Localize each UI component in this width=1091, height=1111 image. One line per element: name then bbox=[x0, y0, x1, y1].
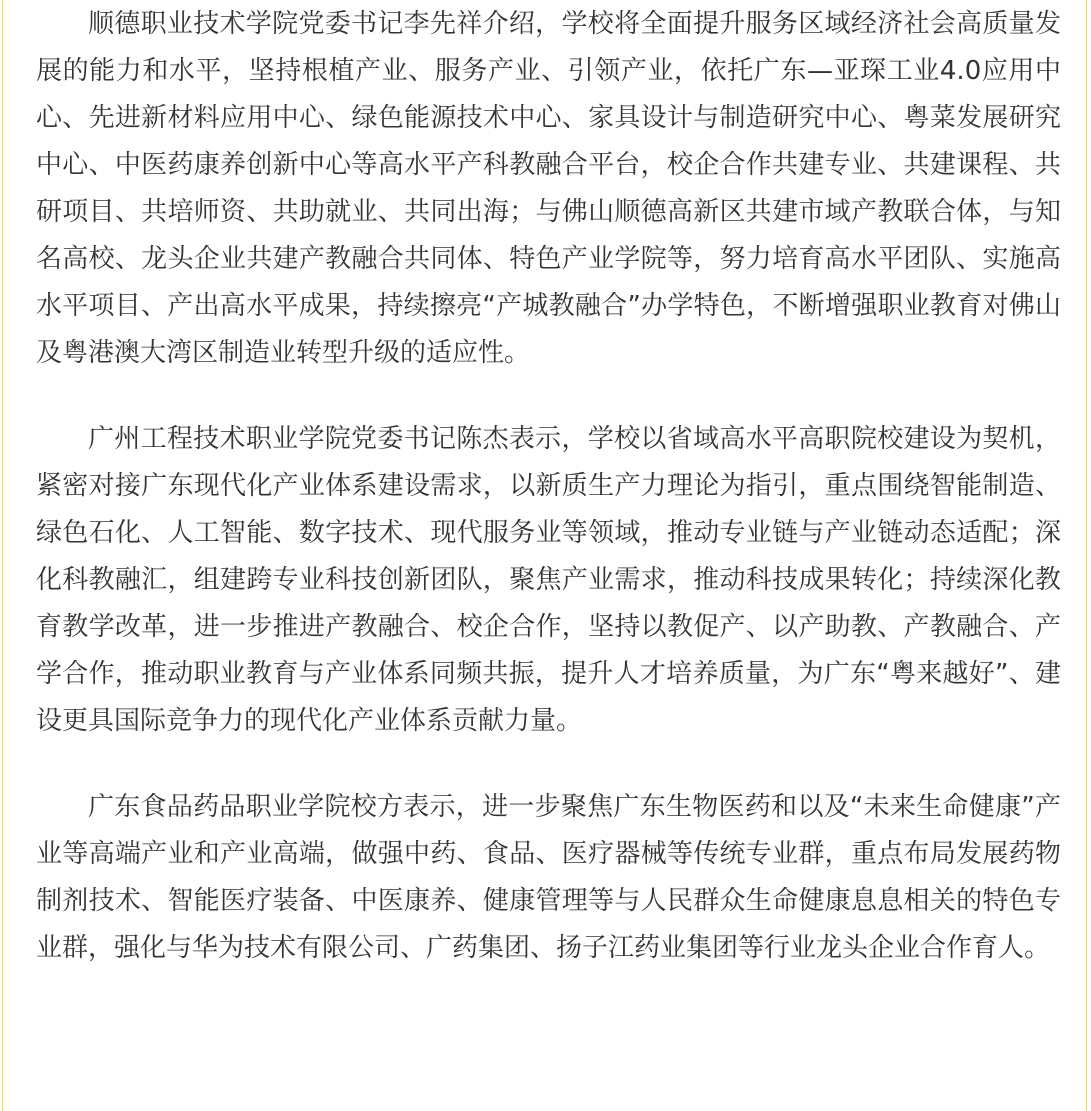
paragraph-food-drug: 广东食品药品职业学院校方表示，进一步聚焦广东生物医药和以及“未来生命健康”产业等高端产业和产业高端，做强中药、食品、医疗器械等传统专业群，重点布局发展药物制剂技术、智能医疗装备、中医康养、健康管理等与人民群众生命健康息息相关的特色专业群，强化与华为技术有限公司、广药集团、扬子江药业集团等行业龙头企业合作育人。 bbox=[36, 792, 1061, 963]
paragraph-guangzhou-engineering: 广州工程技术职业学院党委书记陈杰表示，学校以省域高水平高职院校建设为契机，紧密对接广东现代化产业体系建设需求，以新质生产力理论为指引，重点围绕智能制造、绿色石化、人工智能、数字技术、现代服务业等领域，推动专业链与产业链动态适配；深化科教融汇，组建跨专业科技创新团队，聚焦产业需求，推动科技成果转化；持续深化教育教学改革，进一步推进产教融合、校企合作，坚持以教促产、以产助教、产教融合、产学合作，推动职业教育与产业体系同频共振，提升人才培养质量，为广东“粤来越好”、建设更具国际竞争力的现代化产业体系贡献力量。 bbox=[36, 424, 1061, 736]
article-body bbox=[36, 1, 1061, 1011]
paragraph-shunde: 顺德职业技术学院党委书记李先祥介绍，学校将全面提升服务区域经济社会高质量发展的能力和水平，坚持根植产业、服务产业、引领产业，依托广东—亚琛工业4.0应用中心、先进新材料应用中心、绿色能源技术中心、家具设计与制造研究中心、粤菜发展研究中心、中医药康养创新中心等高水平产科教融合平台，校企合作共建专业、共建课程、共研项目、共培师资、共助就业、共同出海；与佛山顺德高新区共建市域产教联合体，与知名高校、龙头企业共建产教融合共同体、特色产业学院等，努力培育高水平团队、实施高水平项目、产出高水平成果，持续擦亮“产城教融合”办学特色，不断增强职业教育对佛山及粤港澳大湾区制造业转型升级的适应性。 bbox=[36, 9, 1061, 368]
article-frame bbox=[2, 0, 1087, 1111]
